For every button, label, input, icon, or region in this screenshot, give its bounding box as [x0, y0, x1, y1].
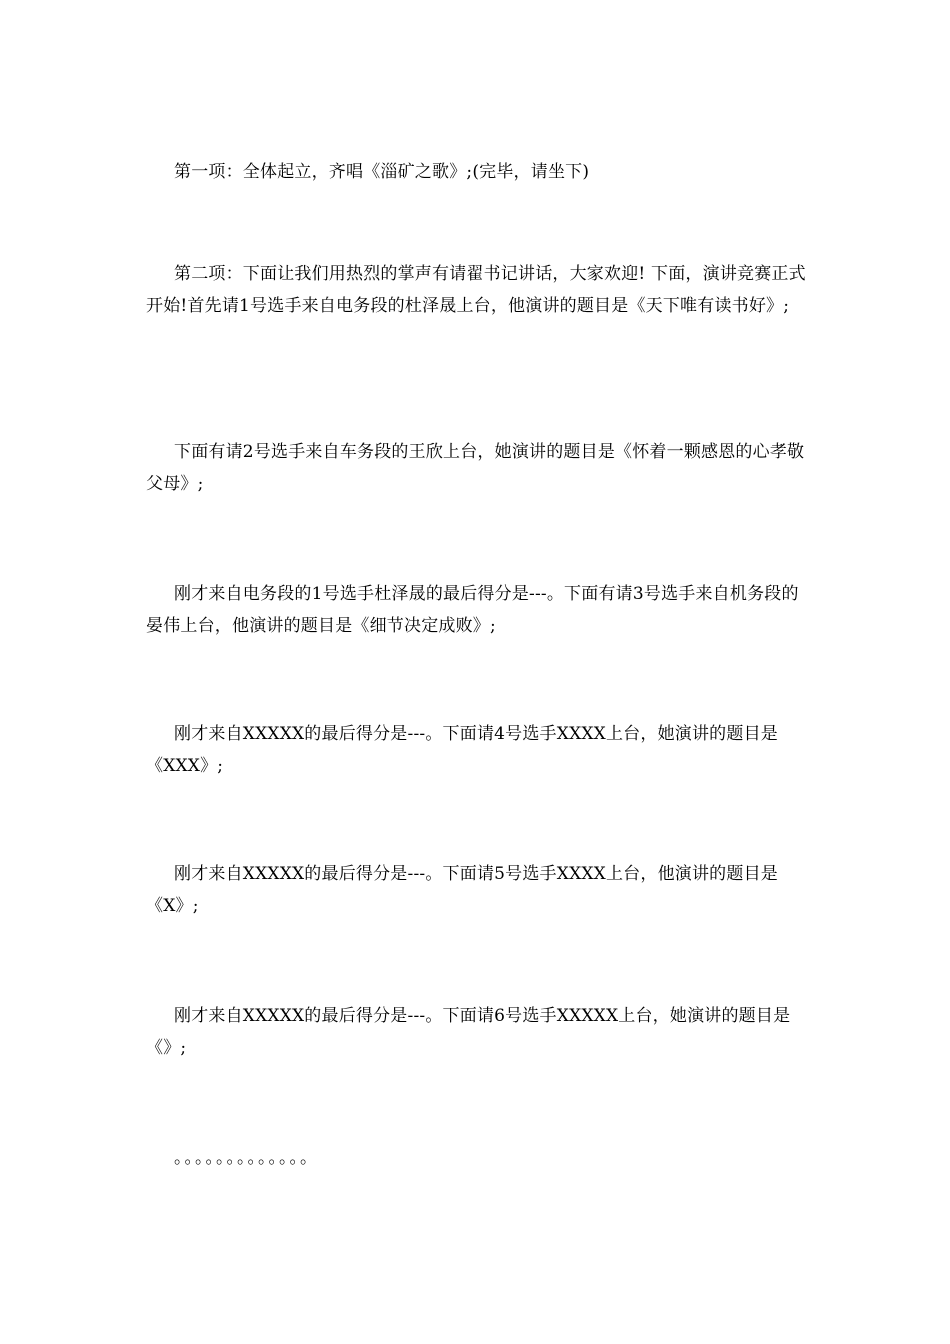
contestant-4-intro: 刚才来自XXXXX的最后得分是---。下面请4号选手XXXX上台，她演讲的题目是《XXX》; [146, 724, 778, 776]
program-item-2: 第二项：下面让我们用热烈的掌声有请翟书记讲话，大家欢迎! 下面，演讲竞赛正式开始!首先请1号选手来自电务段的杜泽晟上台，他演讲的题目是《天下唯有读书好》; [146, 264, 806, 316]
contestant-3-intro: 刚才来自电务段的1号选手杜泽晟的最后得分是---。下面有请3号选手来自机务段的晏伟上台，他演讲的题目是《细节决定成败》; [146, 584, 799, 636]
contestant-2-intro: 下面有请2号选手来自车务段的王欣上台，她演讲的题目是《怀着一颗感恩的心孝敬父母》; [146, 442, 805, 494]
contestant-6-intro: 刚才来自XXXXX的最后得分是---。下面请6号选手XXXXX上台，她演讲的题目是《》; [146, 1006, 791, 1058]
ellipsis-line: 。。。。。。。。。。。。。 [174, 1148, 319, 1168]
program-item-1: 第一项：全体起立，齐唱《淄矿之歌》;(完毕，请坐下) [174, 162, 590, 182]
contestant-5-intro: 刚才来自XXXXX的最后得分是---。下面请5号选手XXXX上台，他演讲的题目是《X》; [146, 864, 778, 916]
